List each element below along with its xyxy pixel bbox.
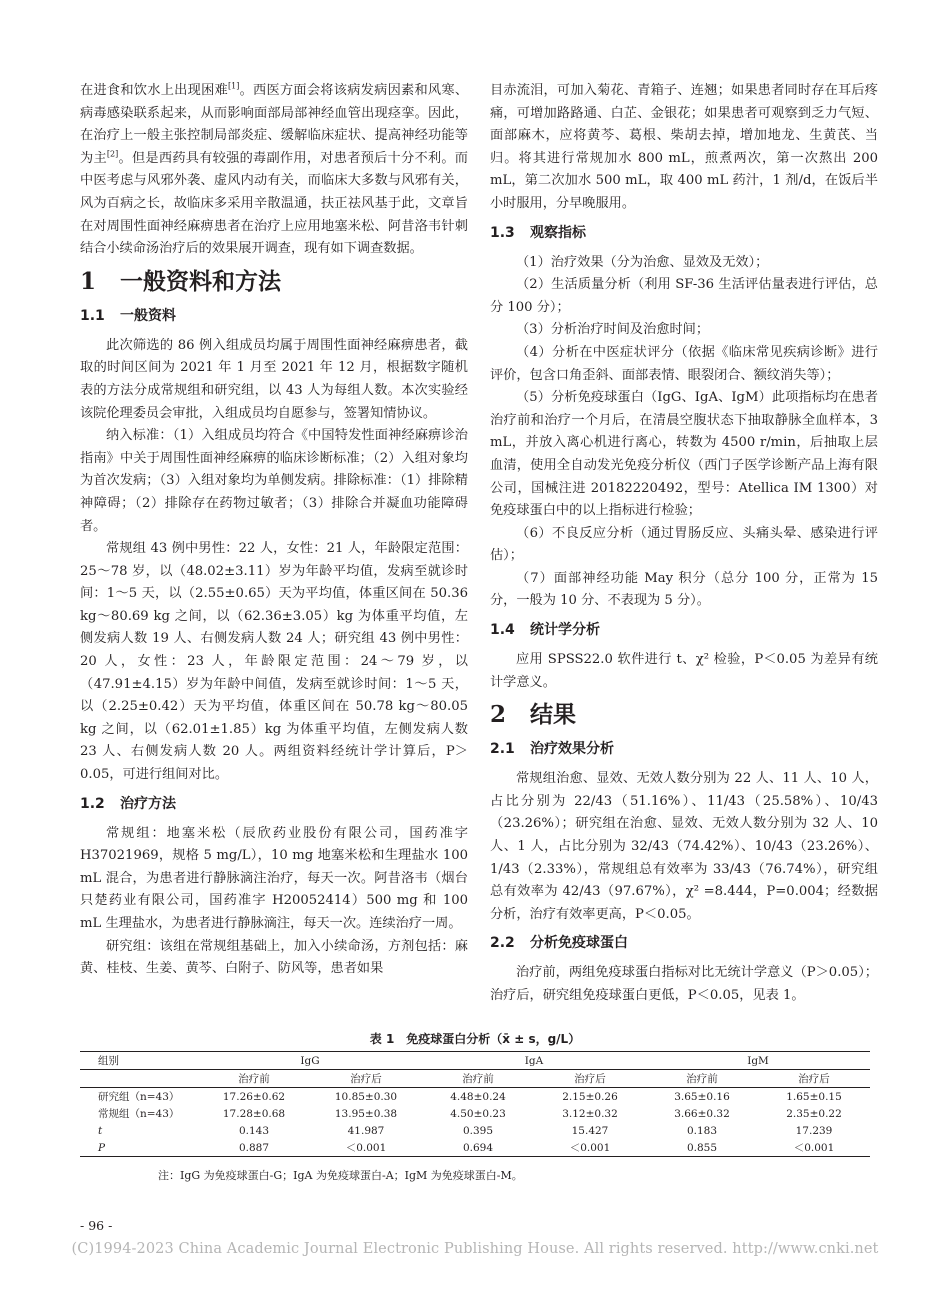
table-subheader-row [80, 1070, 870, 1088]
intro-paragraph: 在进食和饮水上出现困难[1]。西医方面会将该病发病因素和风寒、病毒感染联系起来，从而影响面部局部神经血管出现痉挛。因此，在治疗上一般主张控制局部炎症、缓解临床症状、提高神经功能等为主[2]。但是西药具有较强的毒副作用，对患者预后十分不利。而中医考虑与风邪外袭、虚风内动有关，而临床大多数与风邪有关，风为百病之长，故临床多采用辛散温通，扶正祛风基于此，文章旨在对周围性面神经麻痹患者在治疗上应用地塞米松、阿昔洛韦针刺结合小续命汤治疗后的效果展开调查，现有如下调查数据。 [80, 81, 469, 257]
section-heading-1: 1 一般资料和方法 [80, 267, 281, 295]
table-header-cell: 治疗后 [758, 1070, 870, 1088]
table-note: 注：IgG 为免疫球蛋白-G；IgA 为免疫球蛋白-A；IgM 为免疫球蛋白-M。 [158, 1169, 523, 1182]
table-row [80, 1105, 870, 1122]
section-heading-1-3: 1.3 观察指标 [490, 224, 586, 241]
paragraph: 常规组：地塞米松（辰欣药业股份有限公司，国药准字 H37021969，规格 5 mg/L），10 mg 地塞米松和生理盐水 100 mL 混合，为患者进行静脉滴注治疗，每天一次。阿昔洛韦（烟台只楚药业有限公司，国药准字 H20052414）500 mg 和 100 mL 生理盐水，为患者进行静脉滴注，每天一次。连续治疗一周。 [80, 825, 468, 931]
table-cell: 4.50±0.23 [450, 1107, 506, 1120]
table-cell: 4.48±0.24 [450, 1090, 506, 1103]
table-header-cell: IgG [198, 1052, 422, 1070]
table-header-cell: 治疗前 [198, 1070, 310, 1088]
table-row-label: 常规组（n=43） [98, 1108, 180, 1120]
table-cell: ＜0.001 [758, 1139, 870, 1157]
table-header-cell: 治疗前 [422, 1070, 534, 1088]
paragraph: 目赤流泪，可加入菊花、青箱子、连翘；如果患者同时存在耳后疼痛，可增加路路通、白芷、金银花；如果患者可观察到乏力气短、面部麻木，应将黄芩、葛根、柴胡去掉，增加地龙、生黄芪、当归。将其进行常规加水 800 mL，煎煮两次，第一次熬出 200 mL，第二次加水 500 mL，取 400 mL 药汁，1 剂/d，在饭后半小时服用，分早晚服用。 [490, 83, 878, 211]
table-cell: 3.66±0.32 [674, 1107, 730, 1120]
paragraph: 纳入标准：（1）入组成员均符合《中国特发性面神经麻痹诊治指南》中关于周围性面神经麻痹的临床诊断标准；（2）入组对象均为首次发病；（3）入组对象均为单侧发病。排除标准：（1）排除精神障碍；（2）排除存在药物过敏者；（3）排除合并凝血功能障碍者。 [80, 428, 468, 534]
table-cell: 0.395 [462, 1124, 494, 1137]
section-heading-1-2: 1.2 治疗方法 [80, 795, 176, 812]
citation-ref[interactable]: [2] [106, 149, 119, 159]
table-cell: 15.427 [571, 1124, 609, 1137]
paragraph: 此次筛选的 86 例入组成员均属于周围性面神经麻痹患者，截取的时间区间为 2021 年 1 月至 2021 年 12 月，根据数字随机表的方法分成常规组和研究组，以 43 人为每组人数。本次实验经该院伦理委员会审批，入组成员均自愿参与，签署知情协议。 [80, 337, 468, 421]
right-column [490, 80, 878, 1008]
table-cell: 0.694 [422, 1139, 534, 1157]
paragraph: 常规组 43 例中男性：22 人，女性：21 人，年龄限定范围：25～78 岁，以（48.02±3.11）岁为年龄平均值，发病至就诊时间：1～5 天，以（2.55±0.65）天为平均值，体重区间在 50.36 kg～80.69 kg 之间，以（62.36±3.05）kg 为体重平均值，左侧发病人数 19 人、右侧发病人数 24 人；研究组 43 例中男性：20 人，女性：23 人，年龄限定范围：24～79 岁，以（47.91±4.15）岁为年龄中间值，发病至就诊时间：1～5 天，以（2.25±0.42）天为平均值，体重区间在 50.78 kg～80.05 kg 之间，以（62.01±1.85）kg 为体重平均值，左侧发病人数 23 人、右侧发病人数 20 人。两组资料经统计学计算后，P＞0.05，可进行组间对比。 [80, 541, 468, 783]
immunoglobulin-table [80, 1051, 870, 1157]
table-cell: 3.12±0.32 [562, 1107, 618, 1120]
paragraph: 研究组：该组在常规组基础上，加入小续命汤，方剂包括：麻黄、桂枝、生姜、黄芩、白附子、防风等，患者如果 [80, 938, 468, 977]
table-1-block [80, 1030, 870, 1183]
table-row [80, 1122, 870, 1139]
list-item: （2）生活质量分析（利用 SF-36 生活评估量表进行评估，总分 100 分）； [490, 277, 878, 315]
table-cell: 0.887 [198, 1139, 310, 1157]
table-row [80, 1139, 870, 1157]
section-heading-1-1: 1.1 一般资料 [80, 307, 176, 324]
citation-ref[interactable]: [1] [227, 81, 240, 91]
list-item: （3）分析治疗时间及治愈时间； [516, 322, 710, 338]
list-item: （5）分析免疫球蛋白（IgG、IgA、IgM）此项指标均在患者治疗前和治疗一个月后，在清晨空腹状态下抽取静脉全血样本，3 mL，并放入离心机进行离心，转数为 4500 r/min，后抽取上层血清，使用全自动发光免疫分析仪（西门子医学诊断产品上海有限公司，国械注进 20182220492，型号：Atellica IM 1300）对免疫球蛋白中的以上指标进行检验； [490, 390, 878, 519]
table-cell: 1.65±0.15 [786, 1090, 842, 1103]
left-column [80, 80, 468, 981]
table-cell: 10.85±0.30 [334, 1090, 398, 1103]
table-cell: 0.855 [646, 1139, 758, 1157]
paragraph: 治疗前，两组免疫球蛋白指标对比无统计学意义（P＞0.05）；治疗后，研究组免疫球蛋白更低，P＜0.05，见表 1。 [490, 965, 878, 1003]
table-header-cell [80, 1070, 198, 1088]
table-cell: 17.26±0.62 [222, 1090, 286, 1103]
list-item: （7）面部神经功能 May 积分（总分 100 分，正常为 15 分，一般为 10 分、不表现为 5 分）。 [490, 570, 878, 609]
table-cell: ＜0.001 [534, 1139, 646, 1157]
table-row [80, 1088, 870, 1106]
paragraph: 常规组治愈、显效、无效人数分别为 22 人、11 人、10 人，占比分别为 22/43（51.16%）、11/43（25.58%）、10/43（23.26%）；研究组在治愈、显效、无效人数分别为 32 人、10 人、1 人，占比分别为 32/43（74.42%）、10/43（23.26%）、1/43（2.33%），常规组总有效率为 33/43（76.74%），研究组总有效率为 42/43（97.67%），χ² =8.444，P=0.004；经数据分析，治疗有效率更高，P＜0.05。 [490, 771, 878, 922]
table-header-cell: IgA [422, 1052, 646, 1070]
table-header-cell: 治疗前 [646, 1070, 758, 1088]
section-heading-2-1: 2.1 治疗效果分析 [490, 741, 614, 758]
table-header-row [80, 1052, 870, 1070]
table-header-cell: 组别 [80, 1052, 198, 1070]
table-cell: ＜0.001 [310, 1139, 422, 1157]
table-row-label: 研究组（n=43） [98, 1091, 180, 1103]
table-cell: 0.143 [238, 1124, 270, 1137]
section-heading-2: 2 结果 [490, 701, 576, 729]
table-cell: 2.35±0.22 [786, 1107, 842, 1120]
section-heading-1-4: 1.4 统计学分析 [490, 622, 600, 639]
list-item: （6）不良反应分析（通过胃肠反应、头痛头晕、感染进行评估）； [490, 525, 878, 564]
table-cell: 41.987 [347, 1124, 385, 1137]
copyright-footer: (C)1994-2023 China Academic Journal Electronic Publishing House. All rights reserved. http://www.cnki.net [71, 1241, 879, 1257]
table-cell: 17.239 [795, 1124, 833, 1137]
paragraph: 应用 SPSS22.0 软件进行 t、χ² 检验，P＜0.05 为差异有统计学意义。 [490, 652, 878, 690]
table-header-cell: 治疗后 [534, 1070, 646, 1088]
table-cell: 17.28±0.68 [222, 1107, 286, 1120]
table-row-label: P [80, 1139, 198, 1157]
table-row-label: t [98, 1124, 103, 1137]
table-header-cell: 治疗后 [310, 1070, 422, 1088]
section-heading-2-2: 2.2 分析免疫球蛋白 [490, 935, 628, 952]
page-number: - 96 - [80, 1218, 113, 1233]
table-cell: 3.65±0.16 [674, 1090, 730, 1103]
table-cell: 13.95±0.38 [334, 1107, 398, 1120]
table-cell: 2.15±0.26 [562, 1090, 618, 1103]
list-item: （4）分析在中医症状评分（依据《临床常见疾病诊断》进行评价，包含口角歪斜、面部表情、眼裂闭合、额纹消失等）； [490, 344, 878, 383]
table-cell: 0.183 [686, 1124, 718, 1137]
table-caption: 表 1 免疫球蛋白分析（x̄ ± s，g/L） [369, 1032, 581, 1046]
list-item: （1）治疗效果（分为治愈、显效及无效）； [516, 254, 769, 270]
table-header-cell: IgM [646, 1052, 870, 1070]
